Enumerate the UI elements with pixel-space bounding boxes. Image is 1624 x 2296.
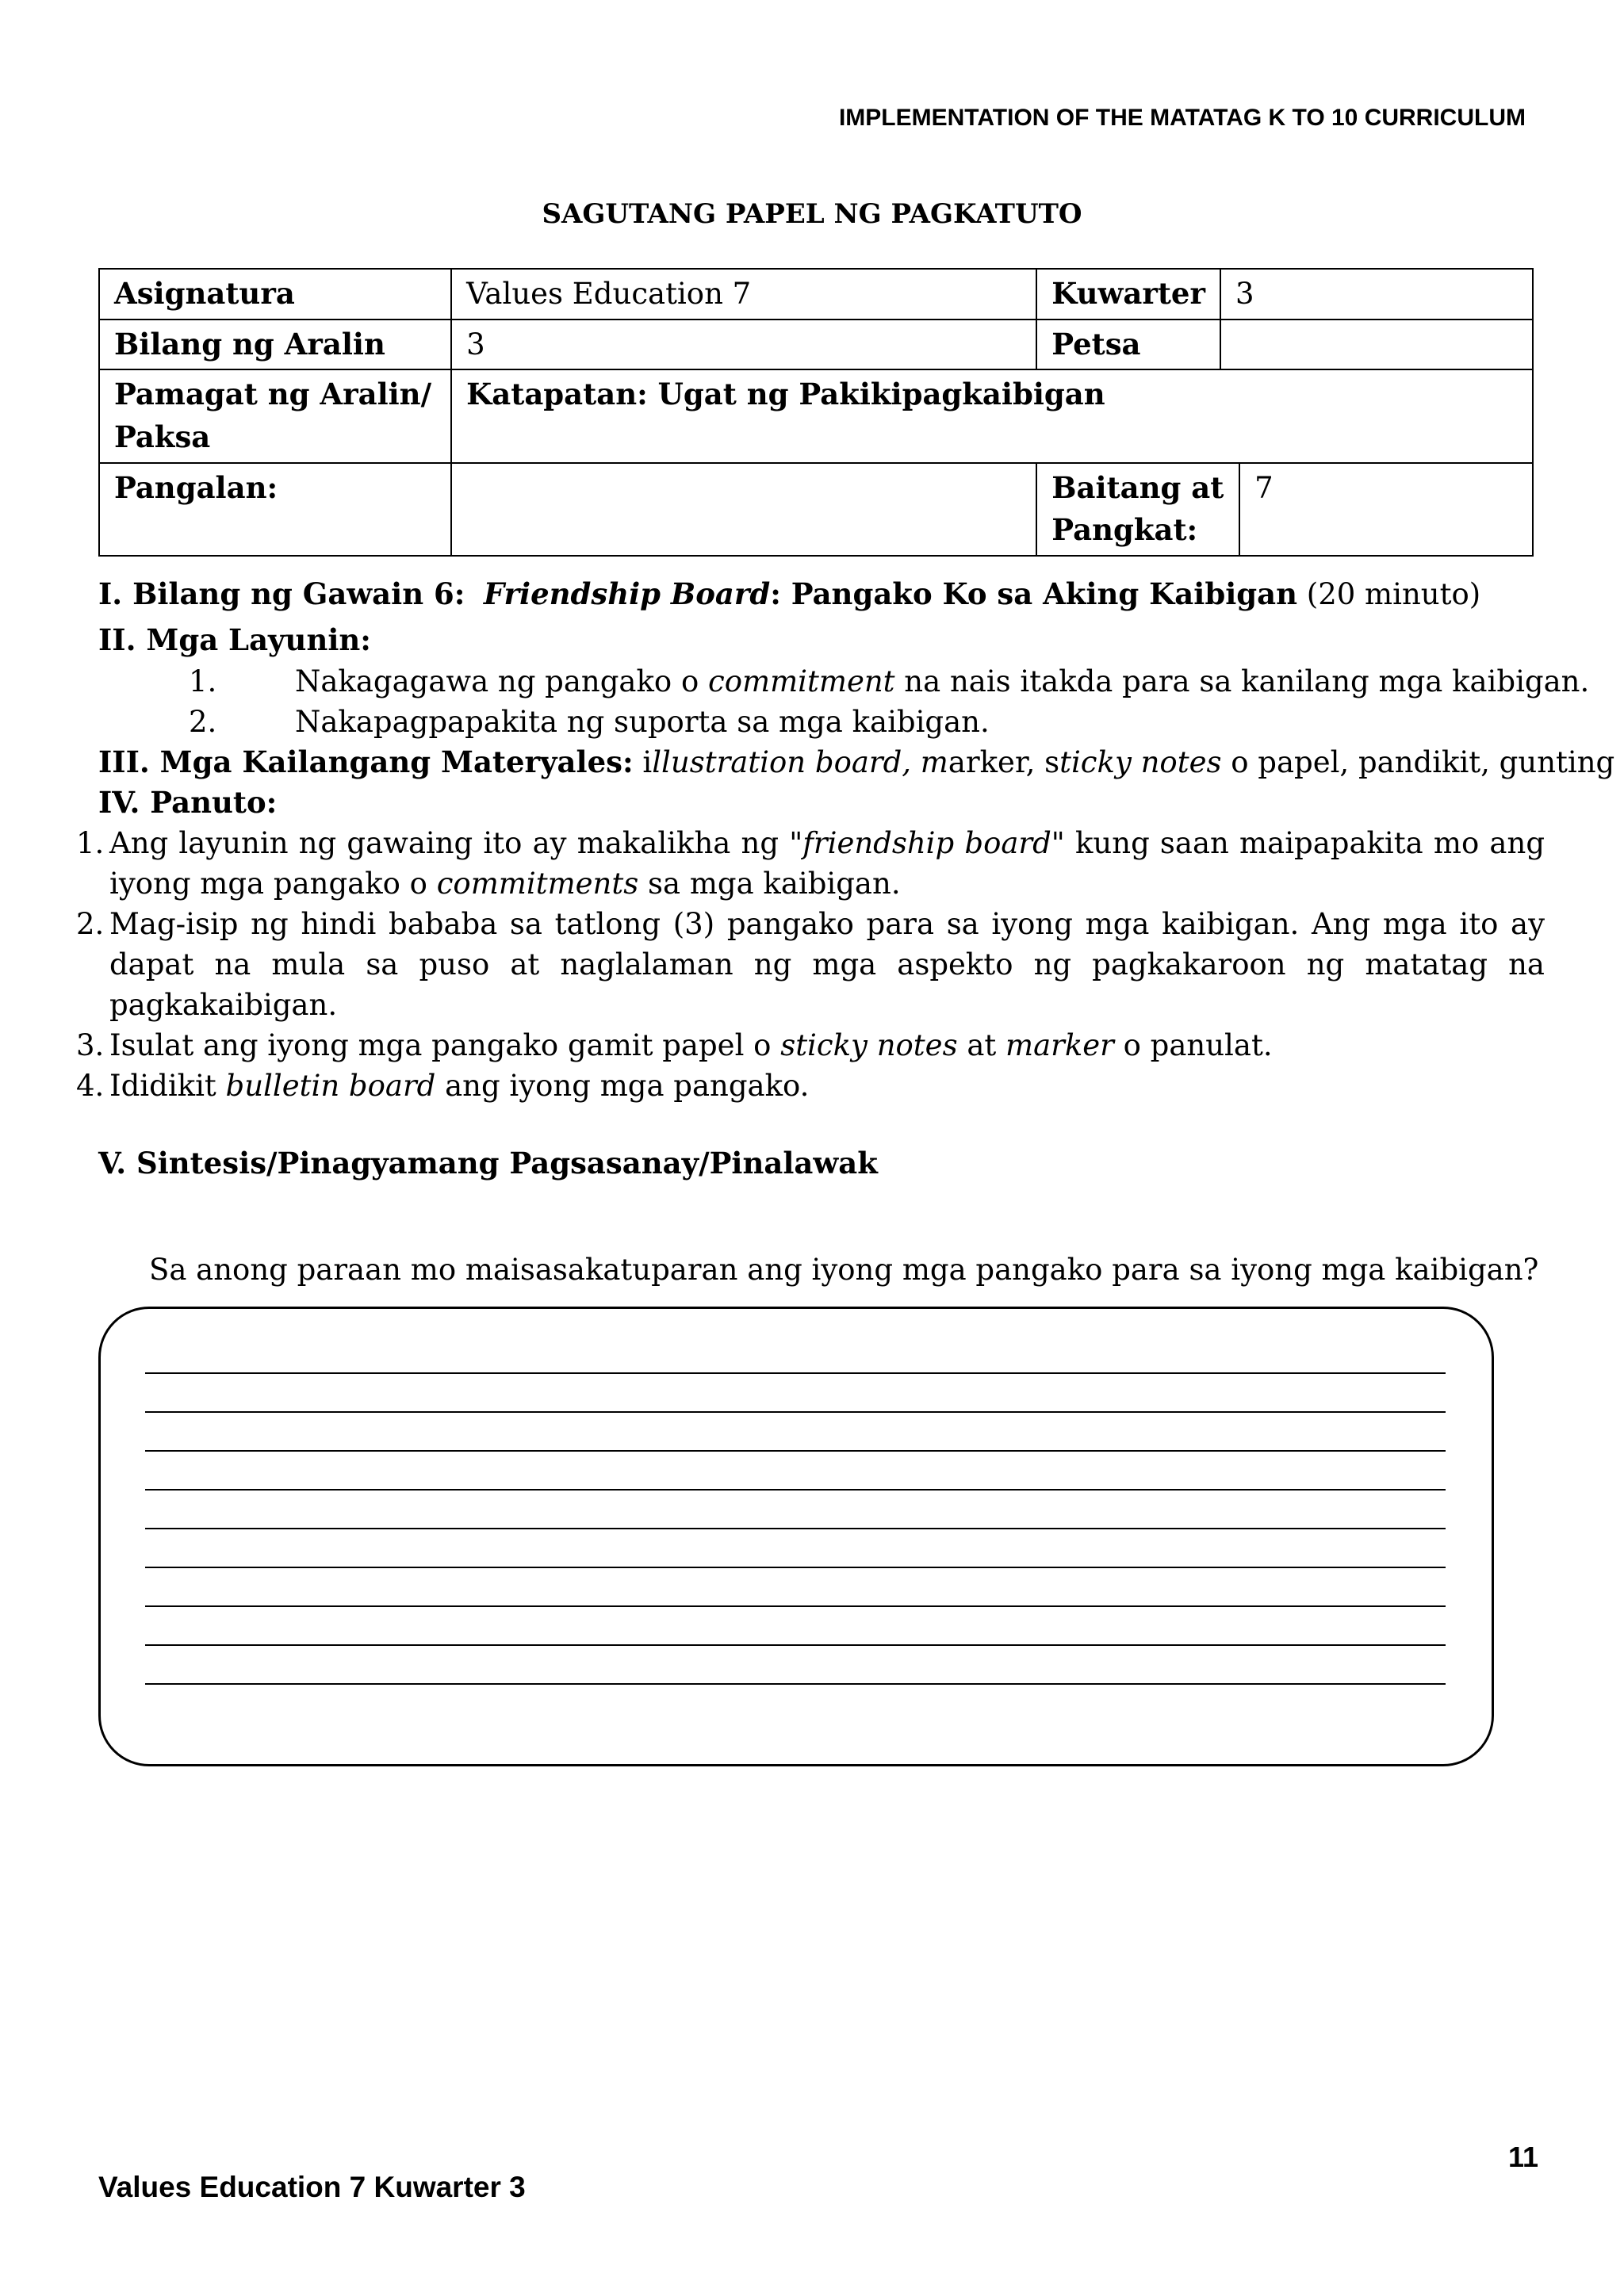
section3-text-b: arker, s [948, 745, 1060, 779]
section1-rest: : Pangako Ko sa Aking Kaibigan [770, 576, 1298, 611]
section1-heading [98, 574, 1549, 614]
instruction-3-number: 3. [76, 1028, 105, 1062]
instruction-1-text-a: Ang layunin ng gawaing ito ay makalikha ng " [109, 826, 803, 860]
instruction-3-italic-a: sticky notes [780, 1028, 958, 1062]
instruction-2-number: 2. [76, 907, 105, 941]
section3-title: III. Mga Kailangang Materyales: [98, 744, 634, 779]
section3-italic-a: llustration board, m [652, 745, 948, 779]
aralin-value: 3 [451, 320, 1036, 370]
instruction-3-text-a: Isulat ang iyong mga pangako gamit papel o [109, 1028, 781, 1062]
instruction-1-italic-a: friendship board [802, 826, 1051, 860]
answer-line[interactable] [145, 1411, 1446, 1413]
objective-1-text-a: Nakagagawa ng pangako o [295, 664, 708, 698]
answer-line[interactable] [145, 1567, 1446, 1568]
instruction-4-number: 4. [76, 1069, 105, 1103]
running-header: IMPLEMENTATION OF THE MATATAG K TO 10 CURRICULUM [838, 105, 1526, 131]
info-table [98, 268, 1534, 557]
pamagat-label [99, 369, 451, 462]
instruction-4-text-a: Ididikit [109, 1069, 226, 1103]
instruction-3 [76, 1025, 1545, 1066]
pamagat-label-line1: Pamagat ng Aralin/ [114, 377, 432, 412]
baitang-label-line2: Pangkat: [1051, 512, 1198, 548]
section2-title: II. Mga Layunin: [98, 622, 371, 657]
answer-line[interactable] [145, 1683, 1446, 1685]
instruction-4-italic: bulletin board [225, 1069, 436, 1103]
instruction-1-italic-b: commitments [436, 867, 639, 901]
baitang-label-line1: Baitang at [1051, 469, 1224, 505]
pamagat-label-line2: Paksa [114, 419, 211, 454]
instruction-1-text-b: " kung saan maipapakita mo ang iyong mga pangako o [109, 826, 1545, 901]
objective-1-number: 1. [189, 664, 217, 698]
instruction-3-text-c: o panulat. [1113, 1028, 1273, 1062]
section3-text-a: i [633, 745, 653, 779]
pamagat-value: Katapatan: Ugat ng Pakikipagkaibigan [451, 369, 1533, 462]
answer-line[interactable] [145, 1372, 1446, 1374]
instruction-2-text: Mag-isip ng hindi bababa sa tatlong (3) pangako para sa iyong mga kaibigan. Ang mga ito ay dapat na mula sa puso at naglalaman ng mga aspekto ng pagkakaroon ng matatag na pagkakaibigan. [109, 907, 1545, 1022]
answer-line[interactable] [145, 1605, 1446, 1607]
section3-line [98, 742, 1615, 783]
answer-line[interactable] [145, 1489, 1446, 1490]
document-title: SAGUTANG PAPEL NG PAGKATUTO [542, 198, 1082, 230]
section5-question: Sa anong paraan mo maisasakatuparan ang iyong mga pangako para sa iyong mga kaibigan? [149, 1253, 1539, 1287]
section1-italic: Friendship Board [483, 576, 771, 611]
section1-prefix: I. Bilang ng Gawain 6: [98, 576, 465, 611]
answer-box[interactable] [98, 1307, 1494, 1766]
page-number: 11 [1507, 2141, 1538, 2173]
instruction-2 [76, 904, 1545, 1025]
baitang-value: 7 [1239, 463, 1533, 556]
instruction-1 [76, 823, 1545, 904]
instruction-4 [76, 1066, 1545, 1106]
section1-time: (20 minuto) [1306, 577, 1481, 611]
aralin-label: Bilang ng Aralin [99, 320, 451, 370]
objective-2-text: Nakapagpapakita ng suporta sa mga kaibigan. [295, 705, 990, 739]
pangalan-value[interactable] [451, 463, 1036, 556]
section4-title: IV. Panuto: [98, 785, 278, 820]
kuwarter-value: 3 [1220, 269, 1533, 320]
objective-1-italic: commitment [707, 664, 895, 698]
kuwarter-label: Kuwarter [1036, 269, 1220, 320]
instruction-1-text-c: sa mga kaibigan. [638, 867, 901, 901]
petsa-label: Petsa [1036, 320, 1220, 370]
section3-text-c: o papel, pandikit, gunting [1221, 745, 1615, 779]
instruction-3-italic-b: marker [1005, 1028, 1114, 1062]
petsa-value[interactable] [1220, 320, 1533, 370]
section3-italic-b: ticky notes [1059, 745, 1222, 779]
section5-title: V. Sintesis/Pinagyamang Pagsasanay/Pinalawak [98, 1146, 878, 1181]
baitang-label [1036, 463, 1239, 556]
instruction-4-text-b: ang iyong mga pangako. [435, 1069, 810, 1103]
answer-line[interactable] [145, 1644, 1446, 1646]
asignatura-label: Asignatura [99, 269, 451, 320]
asignatura-value: Values Education 7 [451, 269, 1036, 320]
answer-line[interactable] [145, 1450, 1446, 1452]
objective-2-number: 2. [189, 705, 217, 739]
objective-1-text-b: na nais itakda para sa kanilang mga kaibigan. [894, 664, 1590, 698]
instruction-3-text-b: at [957, 1028, 1006, 1062]
instruction-1-number: 1. [76, 826, 105, 860]
footer-text: Values Education 7 Kuwarter 3 [98, 2171, 526, 2203]
answer-line[interactable] [145, 1528, 1446, 1529]
pangalan-label: Pangalan: [99, 463, 451, 556]
